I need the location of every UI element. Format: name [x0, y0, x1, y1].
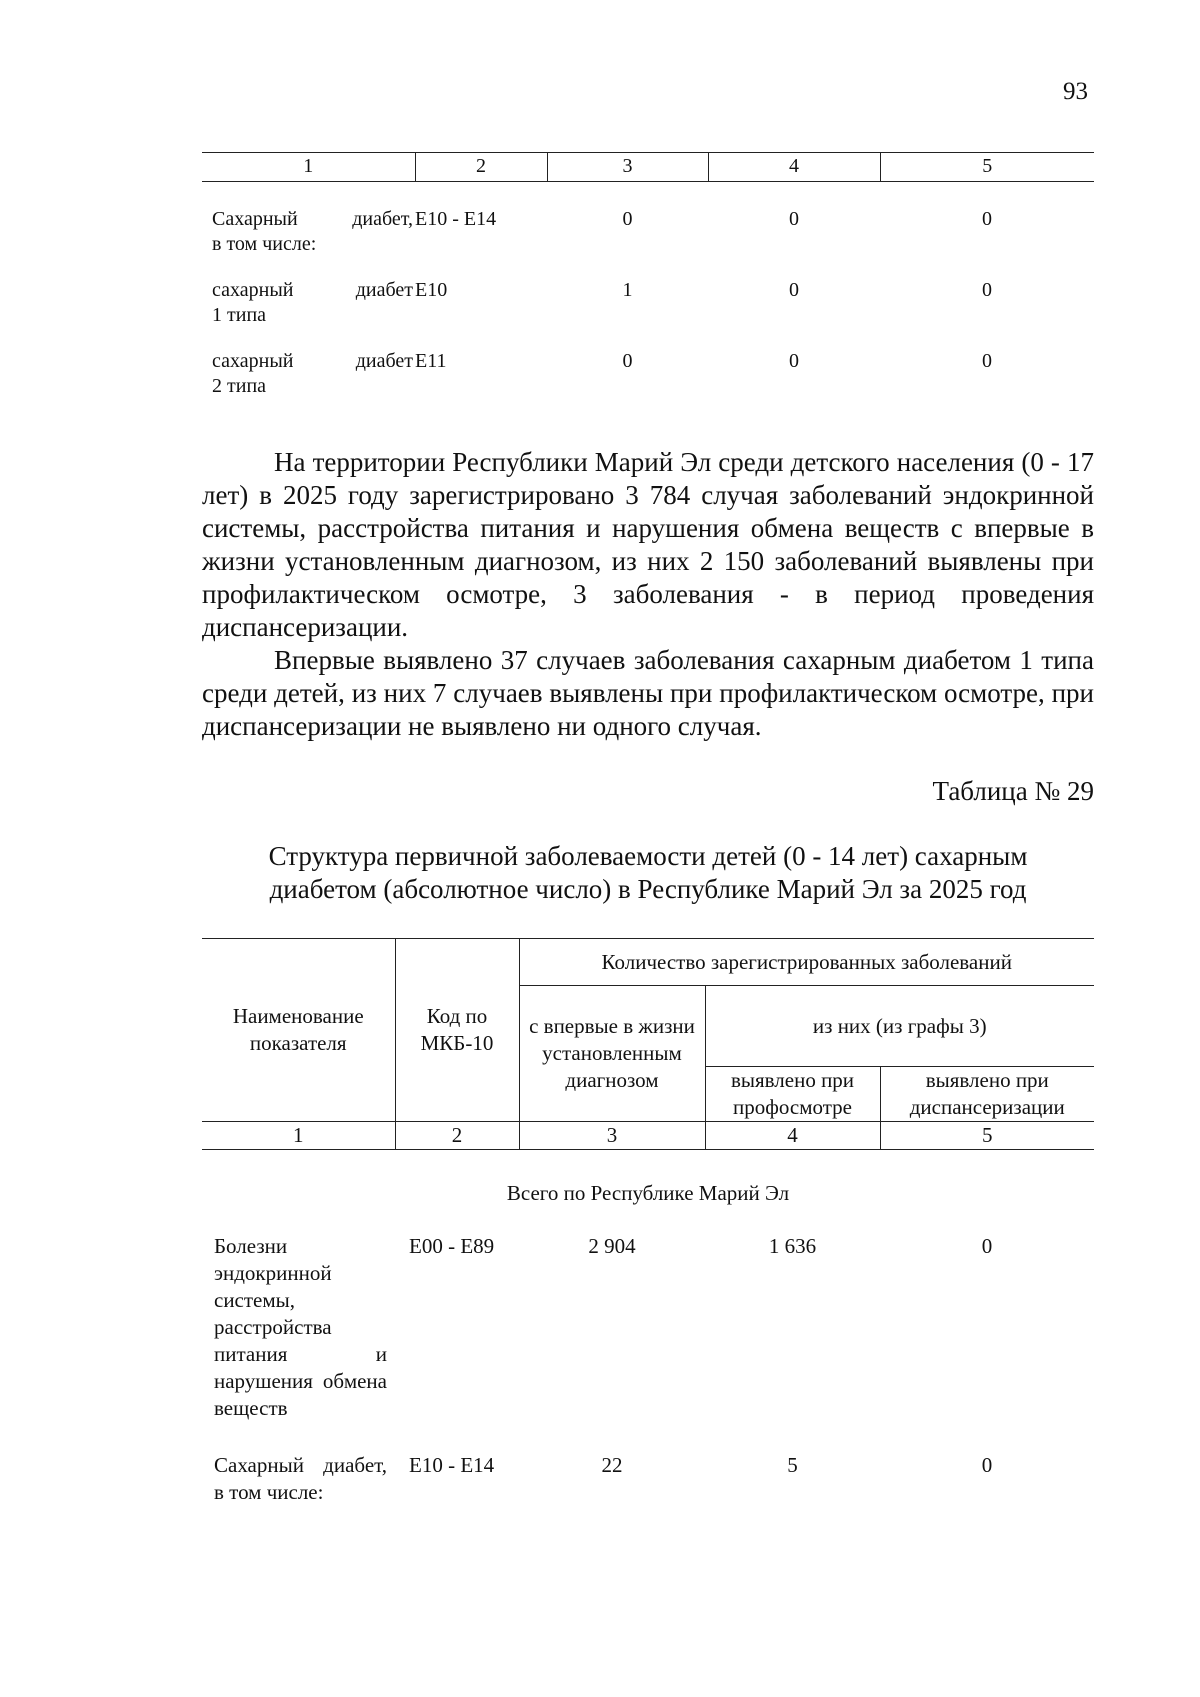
- header-icd-code: Код по МКБ-10: [395, 939, 519, 1122]
- column-number: 4: [705, 1122, 880, 1150]
- cell-value: 0: [789, 208, 799, 230]
- row-name-continuation: 1 типа: [212, 304, 267, 326]
- body-text: [202, 446, 1094, 743]
- section-row: [202, 1150, 1094, 1234]
- row-name-continuation: 2 типа: [212, 375, 267, 397]
- cell-value: 0: [622, 350, 633, 372]
- table-row: [202, 204, 1094, 275]
- cell-value: 0: [789, 279, 799, 301]
- column-number-row: [202, 1122, 1094, 1150]
- header-of-them: из них (из графы 3): [705, 986, 1094, 1067]
- row-name: Болезни эндокринной системы, расстройства питания и нарушения обмена веществ: [214, 1234, 387, 1420]
- cell-value: 22: [601, 1453, 623, 1477]
- paragraph: Впервые выявлено 37 случаев заболевания сахарным диабетом 1 типа среди детей, из них 7 случаев выявлены при профилактическом осмотре, при диспансеризации не выявлено ни одного случая.: [202, 645, 1094, 741]
- row-name-continuation: в том числе:: [212, 233, 317, 255]
- cell-value: 1: [622, 279, 633, 301]
- section-heading: Всего по Республике Марий Эл: [506, 1181, 790, 1205]
- column-number: 5: [880, 153, 1094, 182]
- header-indicator-name: Наименование показателя: [202, 939, 395, 1122]
- continued-table: [202, 152, 1094, 417]
- table-title-line: Структура первичной заболеваемости детей (0 - 14 лет) сахарным: [268, 841, 1028, 871]
- column-number: 5: [880, 1122, 1094, 1150]
- table-row: [202, 1452, 1094, 1536]
- paragraph: На территории Республики Марий Эл среди детского населения (0 - 17 лет) в 2025 году зарегистрировано 3 784 случая заболеваний эндокринной системы, расстройства питания и нарушения обмена веществ с впервые в жизни установленным диагнозом, из них 2 150 заболеваний выявлены при профилактическом осмотре, 3 заболевания - в период проведения диспансеризации.: [202, 447, 1094, 642]
- table-title-line: диабетом (абсолютное число) в Республике Марий Эл за 2025 год: [269, 874, 1027, 904]
- cell-value: 0: [789, 350, 799, 372]
- column-number: 2: [415, 153, 547, 182]
- table-row: [202, 346, 1094, 417]
- header-first-time-diagnosis: с впервые в жизни установленным диагнозом: [519, 986, 705, 1122]
- row-name: диабет: [355, 350, 413, 372]
- icd-code: Е10 - Е14: [415, 208, 497, 230]
- row-name: Сахарный диабет, в том числе:: [214, 1453, 387, 1504]
- column-number: 2: [395, 1122, 519, 1150]
- column-number: 1: [202, 1122, 395, 1150]
- header-detected-prof-exam: выявлено при профосмотре: [705, 1067, 880, 1122]
- cell-value: 0: [981, 1234, 993, 1258]
- cell-value: 2 904: [588, 1234, 636, 1258]
- table-title: [202, 840, 1094, 906]
- cell-value: 0: [982, 208, 992, 230]
- cell-value: 0: [982, 279, 992, 301]
- cell-value: 0: [622, 208, 633, 230]
- icd-code: Е10 - Е14: [409, 1453, 495, 1477]
- icd-code: Е00 - Е89: [409, 1234, 495, 1258]
- table-number-label: Таблица № 29: [932, 776, 1094, 806]
- row-name: Сахарный: [212, 208, 298, 230]
- table-row: [202, 1233, 1094, 1452]
- cell-value: 0: [982, 350, 992, 372]
- header-detected-dispensary: выявлено при диспансеризации: [880, 1067, 1094, 1122]
- row-name: диабет: [355, 279, 413, 301]
- header-registered-count: Количество зарегистрированных заболеваний: [519, 939, 1094, 986]
- icd-code: Е10: [415, 279, 448, 301]
- page-number: 93: [1063, 78, 1088, 105]
- column-number: 3: [547, 153, 708, 182]
- row-name: диабет,: [352, 208, 413, 230]
- row-name: сахарный: [212, 279, 294, 301]
- cell-value: 5: [787, 1453, 798, 1477]
- icd-code: Е11: [415, 350, 447, 372]
- cell-value: 1 636: [768, 1234, 817, 1258]
- column-number-row: [202, 153, 1094, 182]
- column-number: 1: [202, 153, 415, 182]
- row-name: сахарный: [212, 350, 294, 372]
- cell-value: 0: [981, 1453, 993, 1477]
- column-number: 3: [519, 1122, 705, 1150]
- morbidity-table: [202, 938, 1094, 1536]
- table-row: [202, 275, 1094, 346]
- column-number: 4: [708, 153, 880, 182]
